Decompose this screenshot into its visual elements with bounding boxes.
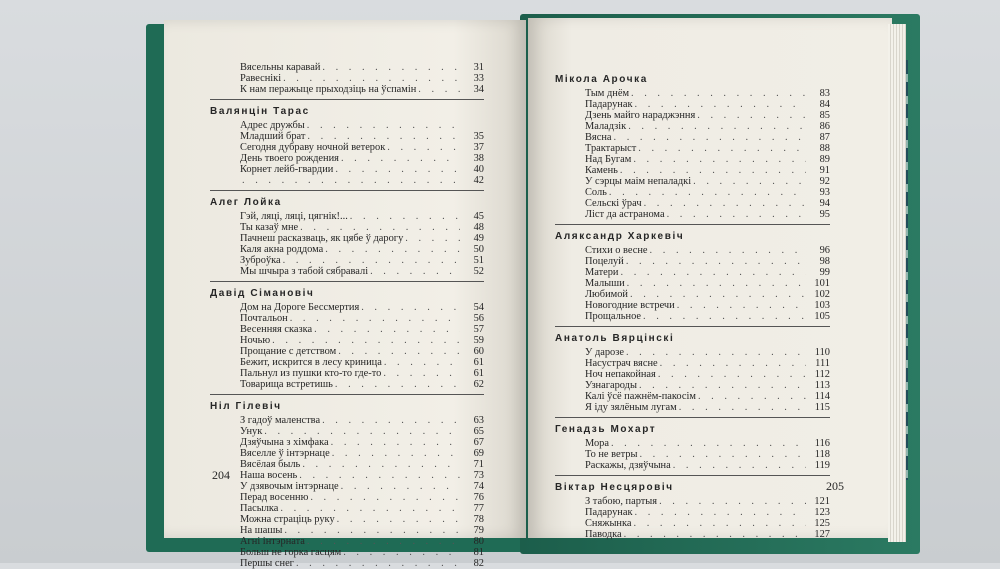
entry-title: Почтальон	[240, 313, 288, 324]
entry-title: Можна страціць руку	[240, 514, 335, 525]
entry-page-number: 125	[814, 518, 830, 529]
entry-page-number: 112	[814, 369, 830, 380]
leader-dots	[370, 266, 460, 277]
entry-page-number: 37	[473, 142, 484, 153]
leader-dots	[635, 507, 807, 518]
entry-page-number: 94	[819, 198, 830, 209]
toc-entry	[210, 426, 484, 437]
leader-dots	[332, 448, 460, 459]
leader-dots	[677, 300, 806, 311]
entry-title: З гадоў маленства	[240, 415, 321, 426]
toc-entry	[210, 536, 484, 547]
leader-dots	[673, 460, 806, 471]
entry-title: Сняжынка	[585, 518, 632, 529]
entry-title: Трактарыст	[585, 143, 637, 154]
entry-title: Пальнул из пушки кто-то где-то	[240, 368, 382, 379]
toc-entry	[555, 369, 830, 380]
entry-page-number: 60	[473, 346, 484, 357]
toc-entry	[210, 84, 484, 95]
entry-title: Ты казаў мне	[240, 222, 299, 233]
author-heading: Ніл Гілевіч	[210, 401, 282, 412]
entry-title: Вясна	[585, 132, 612, 143]
toc-entry	[555, 438, 830, 449]
entry-page-number: 116	[814, 438, 830, 449]
entry-title: Пасылка	[240, 503, 279, 514]
toc-entry	[555, 496, 830, 507]
entry-title: Адрес дружбы	[240, 120, 305, 131]
leader-dots	[283, 73, 460, 84]
leader-dots	[639, 449, 806, 460]
entry-page-number: 77	[473, 503, 484, 514]
section-divider	[210, 394, 484, 395]
entry-page-number: 86	[819, 121, 830, 132]
toc-entry	[210, 266, 484, 277]
toc-entry	[555, 402, 830, 413]
entry-page-number: 113	[814, 380, 830, 391]
entry-page-number: 80	[473, 536, 484, 547]
entry-page-number: 52	[473, 266, 484, 277]
entry-page-number: 111	[815, 358, 830, 369]
entry-title: Вяселле ў інтэрнаце	[240, 448, 330, 459]
entry-page-number: 73	[473, 470, 484, 481]
entry-page-number: 96	[819, 245, 830, 256]
leader-dots	[322, 415, 460, 426]
entry-title: Зуброўка	[240, 255, 281, 266]
entry-page-number: 65	[473, 426, 484, 437]
entry-title: У дзявочым інтэрнаце	[240, 481, 339, 492]
leader-dots	[383, 368, 460, 379]
toc-entry	[555, 165, 830, 176]
toc-entry	[210, 514, 484, 525]
entry-page-number: 110	[814, 347, 830, 358]
leader-dots	[611, 438, 806, 449]
leader-dots	[310, 492, 460, 503]
entry-page-number: 115	[814, 402, 830, 413]
toc-entry	[210, 324, 484, 335]
entry-page-number: 34	[473, 84, 484, 95]
entry-page-number: 98	[819, 256, 830, 267]
entry-title: Дзяўчына з хімфака	[240, 437, 329, 448]
leader-dots	[314, 324, 460, 335]
leader-dots	[337, 514, 460, 525]
toc-entry	[210, 302, 484, 313]
entry-title: Новогодние встречи	[585, 300, 675, 311]
entry-title: Вясёлая быль	[240, 459, 301, 470]
entry-title: Малыши	[585, 278, 625, 289]
toc-entry	[210, 558, 484, 569]
leader-dots	[659, 496, 806, 507]
leader-dots	[609, 187, 806, 198]
leader-dots	[658, 369, 806, 380]
toc-entry	[210, 120, 484, 131]
author-heading: Валянцін Тарас	[210, 106, 310, 117]
toc-entry	[555, 300, 830, 311]
toc-entry	[555, 518, 830, 529]
section-divider	[210, 281, 484, 282]
entry-title: Младший брат	[240, 131, 306, 142]
entry-page-number: 119	[814, 460, 830, 471]
toc-entry	[210, 244, 484, 255]
toc-entry	[210, 142, 484, 153]
leader-dots	[322, 62, 460, 73]
entry-page-number: 118	[814, 449, 830, 460]
toc-entry	[555, 289, 830, 300]
entry-page-number: 103	[814, 300, 830, 311]
entry-page-number: 61	[473, 368, 484, 379]
entry-page-number: 42	[473, 175, 484, 186]
entry-page-number: 67	[473, 437, 484, 448]
leader-dots	[296, 558, 460, 569]
entry-page-number: 33	[473, 73, 484, 84]
leader-dots	[643, 311, 806, 322]
entry-title: Весенняя сказка	[240, 324, 313, 335]
entry-title: Агні інтэрната	[240, 536, 305, 547]
entry-title: Сегодня дубраву ночной ветерок	[240, 142, 386, 153]
entry-page-number: 82	[473, 558, 484, 569]
entry-page-number: 51	[473, 255, 484, 266]
entry-page-number: 76	[473, 492, 484, 503]
entry-page-number: 48	[473, 222, 484, 233]
leader-dots	[626, 347, 806, 358]
entry-page-number: 40	[473, 164, 484, 175]
toc-entry	[555, 507, 830, 518]
leader-dots	[361, 302, 460, 313]
entry-title: Гэй, ляці, ляці, цягнік!...	[240, 211, 348, 222]
entry-title: У дарозе	[585, 347, 624, 358]
leader-dots	[621, 267, 807, 278]
leader-dots	[620, 165, 806, 176]
author-heading: Давід Сімановіч	[210, 288, 315, 299]
toc-entry	[210, 73, 484, 84]
leader-dots	[633, 154, 806, 165]
entry-page-number: 127	[814, 529, 830, 540]
toc-entry	[555, 132, 830, 143]
entry-page-number: 84	[819, 99, 830, 110]
toc-right-column	[555, 68, 830, 540]
toc-entry	[210, 448, 484, 459]
entry-page-number: 54	[473, 302, 484, 313]
leader-dots	[300, 222, 460, 233]
entry-title: На шашы	[240, 525, 283, 536]
leader-dots	[343, 547, 460, 558]
entry-title: Каля акна роддома	[240, 244, 324, 255]
entry-title: Першы снег	[240, 558, 294, 569]
entry-page-number: 31	[473, 62, 484, 73]
entry-page-number: 91	[819, 165, 830, 176]
page-number-right: 205	[826, 479, 844, 493]
entry-page-number: 62	[473, 379, 484, 390]
toc-entry	[555, 88, 830, 99]
leader-dots	[307, 120, 460, 131]
leader-dots	[331, 437, 460, 448]
entry-title: Дзень майго нараджэння	[585, 110, 696, 121]
entry-page-number: 63	[473, 415, 484, 426]
toc-entry	[555, 143, 830, 154]
leader-dots	[272, 335, 460, 346]
toc-entry	[555, 99, 830, 110]
entry-title: Поцелуй	[585, 256, 624, 267]
entry-title: День твоего рождения	[240, 153, 339, 164]
toc-entry	[555, 256, 830, 267]
leader-dots	[264, 426, 460, 437]
entry-title: Вясельны каравай	[240, 62, 321, 73]
entry-title: Прощальное	[585, 311, 642, 322]
section-divider	[555, 475, 830, 476]
leader-dots	[338, 346, 460, 357]
leader-dots	[325, 244, 460, 255]
leader-dots	[284, 525, 460, 536]
leader-dots	[387, 142, 460, 153]
entry-page-number: 121	[814, 496, 830, 507]
section-divider	[555, 224, 830, 225]
entry-title: Бежит, искрится в лесу криница	[240, 357, 382, 368]
entry-page-number: 35	[473, 131, 484, 142]
author-heading: Анатоль Вярцінскі	[555, 333, 675, 344]
entry-page-number: 81	[473, 547, 484, 558]
entry-page-number: 57	[473, 324, 484, 335]
entry-page-number: 69	[473, 448, 484, 459]
entry-title: Над Бугам	[585, 154, 632, 165]
toc-entry	[210, 481, 484, 492]
entry-page-number: 93	[819, 187, 830, 198]
toc-entry	[555, 176, 830, 187]
entry-title: Падарунак	[585, 99, 633, 110]
entry-page-number: 101	[814, 278, 830, 289]
toc-entry	[555, 110, 830, 121]
entry-page-number: 99	[819, 267, 830, 278]
leader-dots	[626, 256, 806, 267]
entry-title: Дом на Дороге Бессмертия	[240, 302, 360, 313]
toc-entry	[555, 209, 830, 220]
toc-entry	[210, 233, 484, 244]
toc-entry	[210, 164, 484, 175]
leader-dots	[242, 175, 460, 186]
leader-dots	[679, 402, 806, 413]
entry-page-number: 105	[814, 311, 830, 322]
entry-page-number: 95	[819, 209, 830, 220]
entry-title: Пачнеш расказваць, як цябе ў дарогу	[240, 233, 404, 244]
entry-title: Наша восень	[240, 470, 298, 481]
toc-entry	[210, 335, 484, 346]
leader-dots	[405, 233, 460, 244]
toc-entry	[555, 267, 830, 278]
toc-entry	[210, 547, 484, 558]
author-heading: Алег Лойка	[210, 197, 282, 208]
leader-dots	[280, 503, 460, 514]
entry-page-number: 102	[814, 289, 830, 300]
toc-entry	[555, 358, 830, 369]
entry-title: Стихи о весне	[585, 245, 648, 256]
entry-title: У сэрцы маім непаладкі	[585, 176, 692, 187]
author-heading: Генадзь Мохарт	[555, 424, 657, 435]
page-edges	[888, 24, 906, 542]
leader-dots	[639, 380, 806, 391]
toc-entry	[210, 255, 484, 266]
toc-entry	[555, 198, 830, 209]
entry-title: Камень	[585, 165, 618, 176]
leader-dots	[418, 84, 460, 95]
leader-dots	[624, 529, 806, 540]
leader-dots	[335, 379, 460, 390]
entry-page-number: 56	[473, 313, 484, 324]
entry-title: Насустрач вясне	[585, 358, 658, 369]
leader-dots	[335, 164, 460, 175]
toc-entry	[555, 391, 830, 402]
entry-title: Ночью	[240, 335, 271, 346]
toc-entry	[210, 175, 484, 186]
entry-page-number: 92	[819, 176, 830, 187]
toc-entry	[555, 187, 830, 198]
section-divider	[555, 326, 830, 327]
entry-title: Маладзік	[585, 121, 627, 132]
author-heading: Віктар Несцяровіч	[555, 482, 674, 493]
entry-page-number: 71	[473, 459, 484, 470]
toc-entry	[210, 470, 484, 481]
leader-dots	[634, 518, 807, 529]
section-divider	[555, 417, 830, 418]
entry-title: Паводка	[585, 529, 622, 540]
entry-title: Равеснікі	[240, 73, 282, 84]
leader-dots	[697, 110, 806, 121]
leader-dots	[650, 245, 806, 256]
leader-dots	[299, 470, 460, 481]
entry-title: Раскажы, дзяўчына	[585, 460, 671, 471]
entry-page-number: 87	[819, 132, 830, 143]
toc-entry	[210, 346, 484, 357]
leader-dots	[631, 88, 806, 99]
entry-page-number: 114	[814, 391, 830, 402]
toc-entry	[555, 449, 830, 460]
entry-title: Корнет лейб-гвардии	[240, 164, 334, 175]
toc-entry	[210, 357, 484, 368]
toc-entry	[555, 529, 830, 540]
leader-dots	[307, 131, 460, 142]
toc-entry	[210, 415, 484, 426]
entry-page-number: 74	[473, 481, 484, 492]
entry-page-number: 59	[473, 335, 484, 346]
toc-entry	[210, 379, 484, 390]
entry-title: Мора	[585, 438, 609, 449]
entry-title: Мы шчыра з табой сябравалі	[240, 266, 369, 277]
entry-title: Любимой	[585, 289, 628, 300]
toc-entry	[210, 211, 484, 222]
entry-title: Ноч непакойная	[585, 369, 656, 380]
toc-entry	[210, 503, 484, 514]
entry-title: Перад восенню	[240, 492, 309, 503]
entry-title: Сельскі ўрач	[585, 198, 642, 209]
toc-entry	[210, 437, 484, 448]
toc-entry	[210, 368, 484, 379]
section-divider	[210, 190, 484, 191]
leader-dots	[350, 211, 460, 222]
leader-dots	[667, 209, 806, 220]
leader-dots	[693, 176, 806, 187]
entry-title: Падарунак	[585, 507, 633, 518]
toc-entry	[555, 154, 830, 165]
entry-title: Прощание с детством	[240, 346, 337, 357]
leader-dots	[307, 536, 460, 547]
toc-entry	[555, 121, 830, 132]
entry-title: Тым днём	[585, 88, 630, 99]
entry-title: Матери	[585, 267, 619, 278]
entry-page-number: 61	[473, 357, 484, 368]
leader-dots	[628, 121, 806, 132]
page-number-left: 204	[212, 468, 230, 482]
toc-entry	[555, 311, 830, 322]
toc-entry	[210, 492, 484, 503]
entry-page-number: 79	[473, 525, 484, 536]
toc-entry	[210, 62, 484, 73]
toc-entry	[210, 222, 484, 233]
leader-dots	[614, 132, 807, 143]
leader-dots	[638, 143, 806, 154]
entry-title: Калі ўсё пажнём-пакосім	[585, 391, 696, 402]
entry-title: Узнагароды	[585, 380, 637, 391]
author-heading: Аляксандр Харкевіч	[555, 231, 685, 242]
toc-entry	[210, 313, 484, 324]
leader-dots	[283, 255, 460, 266]
section-divider	[210, 99, 484, 100]
entry-page-number: 50	[473, 244, 484, 255]
leader-dots	[302, 459, 460, 470]
entry-page-number: 85	[819, 110, 830, 121]
author-heading: Мікола Арочка	[555, 74, 648, 85]
leader-dots	[635, 99, 807, 110]
entry-title: Товарища встретишь	[240, 379, 333, 390]
toc-entry	[555, 278, 830, 289]
toc-entry	[555, 380, 830, 391]
toc-left-column	[210, 62, 484, 569]
entry-page-number: 38	[473, 153, 484, 164]
toc-entry	[210, 153, 484, 164]
toc-entry	[555, 347, 830, 358]
leader-dots	[660, 358, 806, 369]
leader-dots	[627, 278, 806, 289]
toc-entry	[210, 459, 484, 470]
entry-page-number: 83	[819, 88, 830, 99]
entry-title: Соль	[585, 187, 607, 198]
leader-dots	[341, 153, 460, 164]
entry-title: То не ветры	[585, 449, 638, 460]
entry-page-number: 49	[473, 233, 484, 244]
entry-page-number: 88	[819, 143, 830, 154]
entry-page-number: 78	[473, 514, 484, 525]
leader-dots	[384, 357, 460, 368]
toc-entry	[210, 525, 484, 536]
leader-dots	[341, 481, 460, 492]
entry-title: Ліст да астранома	[585, 209, 665, 220]
toc-entry	[210, 131, 484, 142]
leader-dots	[698, 391, 806, 402]
toc-entry	[555, 245, 830, 256]
entry-title: Больш не горка гасцям	[240, 547, 342, 558]
entry-title: З табою, партыя	[585, 496, 658, 507]
entry-title: Я іду зялёным лугам	[585, 402, 677, 413]
entry-page-number: 89	[819, 154, 830, 165]
toc-entry	[555, 460, 830, 471]
leader-dots	[630, 289, 806, 300]
leader-dots	[290, 313, 460, 324]
entry-page-number: 123	[814, 507, 830, 518]
leader-dots	[644, 198, 806, 209]
entry-page-number: 45	[473, 211, 484, 222]
entry-title: Унук	[240, 426, 263, 437]
entry-title: К нам перажыце прыходзіць на ўспамін	[240, 84, 417, 95]
